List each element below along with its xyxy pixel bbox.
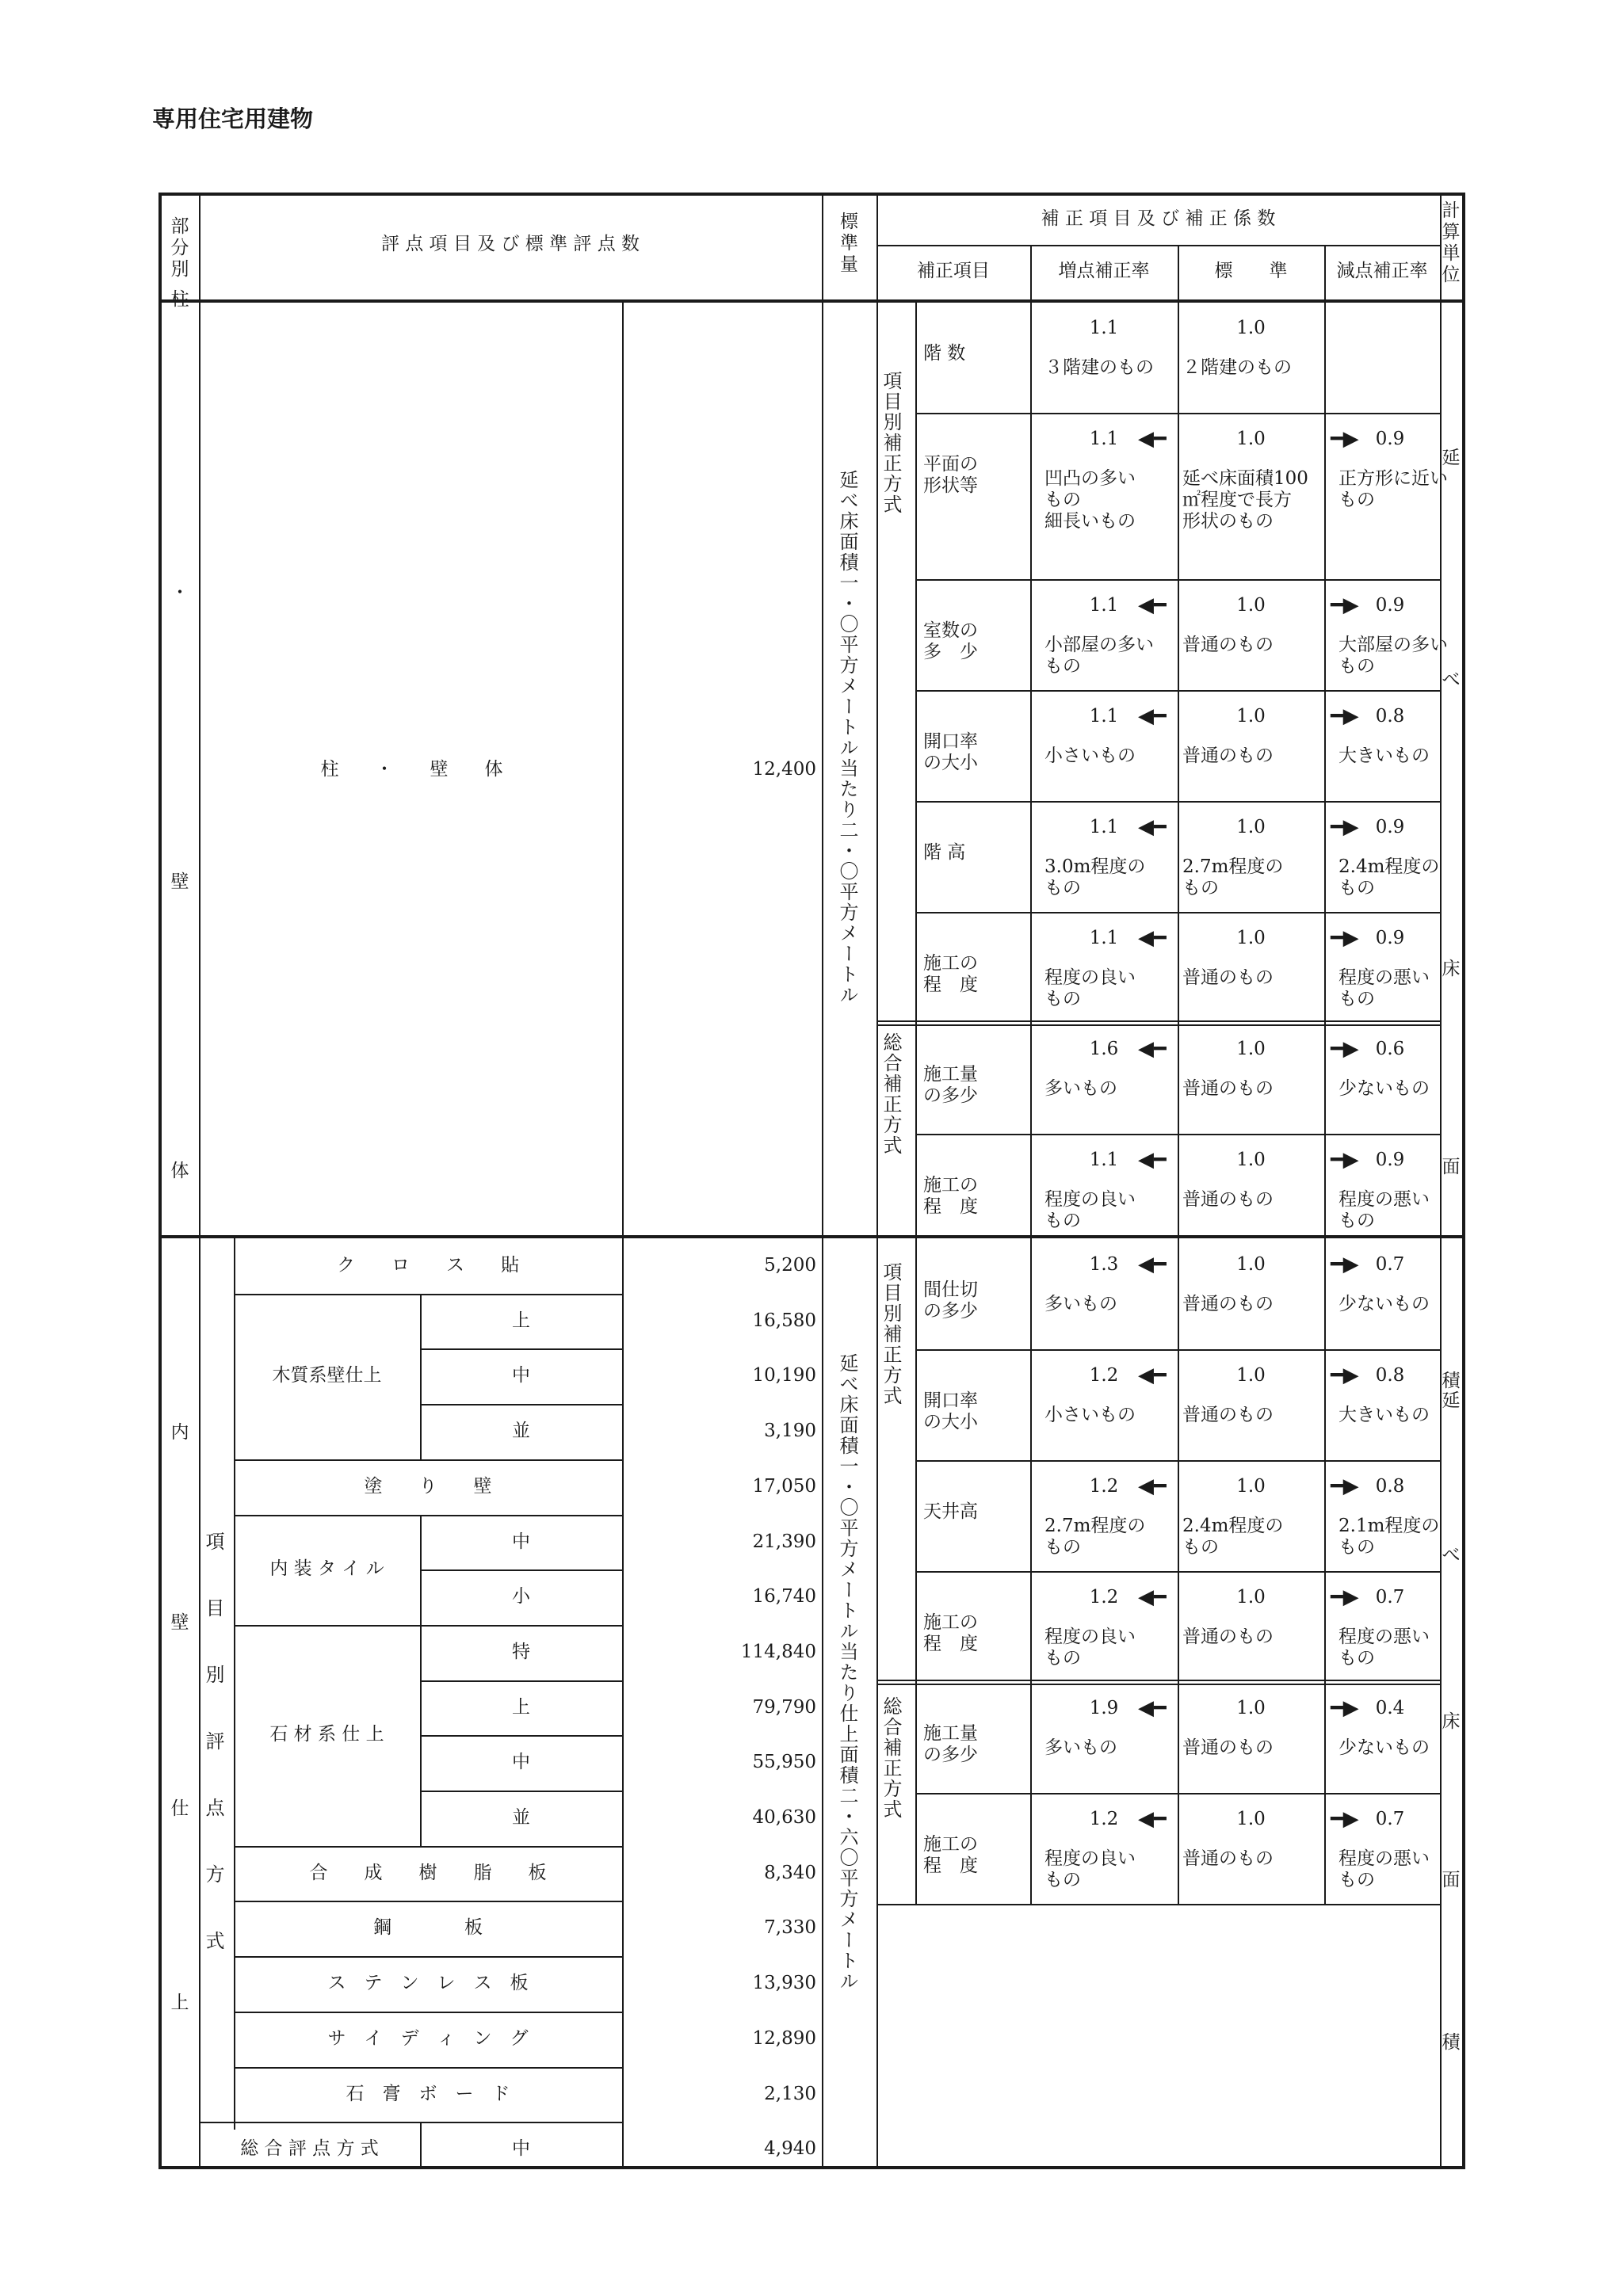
header-sub-increase: 増点補正率: [1058, 261, 1150, 281]
right-arrow-icon: ━▶: [1331, 1807, 1359, 1831]
decrease-value: 0.9: [1375, 1150, 1405, 1170]
col-score2: [622, 1238, 624, 2169]
header-sub-standard: 標 準: [1214, 261, 1288, 281]
method-divider: [876, 1024, 1440, 1026]
decrease-value: 0.9: [1375, 817, 1405, 837]
decrease-desc: 2.4m程度の もの: [1338, 856, 1440, 898]
unit-char: 床: [1442, 1711, 1461, 1732]
section2-method-itemized: 項目別補正方式: [880, 1262, 902, 1406]
header-corrections: 補 正 項 目 及 び 補 正 係 数: [1041, 208, 1276, 229]
row-divider: [915, 690, 1440, 692]
unit-char: 面: [1442, 1870, 1461, 1890]
item-grade: 並: [512, 1807, 530, 1828]
item-score: 55,950: [752, 1752, 816, 1773]
item-row-divider: [234, 1625, 622, 1627]
increase-value: 1.1: [1089, 595, 1119, 616]
col-part: [199, 193, 200, 2169]
part-char: 柱: [170, 289, 189, 310]
decrease-value: 0.7: [1375, 1254, 1405, 1275]
increase-desc: ３階建のもの: [1044, 357, 1154, 378]
increase-value: 1.2: [1089, 1587, 1119, 1608]
correction-label: 開口率 の大小: [923, 731, 978, 773]
header-items: 評 点 項 目 及 び 標 準 評 点 数: [380, 234, 640, 254]
increase-value: 1.6: [1089, 1039, 1119, 1059]
increase-value: 1.1: [1089, 817, 1119, 837]
right-arrow-icon: ━▶: [1331, 704, 1359, 728]
header-sub-item: 補正項目: [917, 261, 990, 281]
part-char: 内: [170, 1422, 189, 1443]
left-arrow-icon: ◀━: [1138, 1253, 1167, 1276]
increase-desc: 凹凸の多い もの 細長いもの: [1044, 468, 1136, 532]
standard-desc: 普通のもの: [1182, 1405, 1274, 1425]
part-char: 上: [170, 1993, 189, 2013]
item-score: 3,190: [764, 1421, 816, 1442]
standard-desc: 普通のもの: [1182, 635, 1274, 655]
left-arrow-icon: ◀━: [1138, 593, 1167, 617]
right-arrow-icon: ━▶: [1331, 427, 1359, 451]
section1-score: 12,400: [752, 759, 816, 780]
frame-top: [158, 193, 1465, 196]
item-row-divider: [420, 1735, 622, 1737]
left-arrow-icon: ◀━: [1138, 1037, 1167, 1061]
correction-label: 階 数: [923, 343, 966, 364]
item-row-divider: [234, 1901, 622, 1902]
unit-char: べ: [1442, 669, 1461, 690]
item-score: 8,340: [764, 1862, 816, 1883]
item-name: 木質系壁仕上: [272, 1365, 382, 1386]
item-row-divider: [420, 1791, 622, 1792]
correction-label: 室数の 多 少: [923, 620, 978, 662]
correction-label: 平面の 形状等: [923, 454, 978, 496]
header-mid: [876, 245, 1440, 246]
increase-desc: 3.0m程度の もの: [1044, 856, 1146, 898]
correction-label: 施工量 の多少: [923, 1064, 978, 1106]
decrease-desc: 少ないもの: [1338, 1737, 1430, 1758]
standard-desc: 普通のもの: [1182, 1737, 1274, 1758]
section2-std-qty: 延べ床面積一・〇平方メートル当たり仕上面積二・六〇平方メートル: [836, 1353, 858, 1992]
increase-desc: 程度の良い もの: [1044, 967, 1136, 1009]
section1-label-col: [915, 302, 917, 1235]
standard-value: 1.0: [1236, 1254, 1266, 1275]
part-char: 体: [170, 1161, 189, 1181]
increase-value: 1.1: [1089, 706, 1119, 727]
standard-value: 1.0: [1236, 595, 1266, 616]
decrease-value: 0.9: [1375, 429, 1405, 449]
correction-label: 施工量 の多少: [923, 1723, 978, 1765]
correction-bottom: [876, 1904, 1440, 1905]
page-title: 専用住宅用建物: [152, 105, 314, 132]
decrease-value: 0.8: [1375, 1365, 1405, 1386]
row-divider: [915, 1793, 1440, 1794]
item-score: 17,050: [752, 1475, 816, 1497]
item-score: 12,890: [752, 2027, 816, 2049]
item-row-divider: [234, 2012, 622, 2013]
standard-desc: ２階建のもの: [1182, 357, 1292, 378]
decrease-desc: 2.1m程度の もの: [1338, 1516, 1440, 1558]
item-score: 40,630: [752, 1807, 816, 1828]
decrease-desc: 少ないもの: [1338, 1078, 1430, 1099]
method-divider: [876, 1680, 1440, 1681]
left-arrow-icon: ◀━: [1138, 926, 1167, 950]
increase-desc: 小さいもの: [1044, 746, 1136, 766]
row-divider: [915, 413, 1440, 414]
increase-value: 1.2: [1089, 1809, 1119, 1829]
unit-char: 積: [1442, 1371, 1461, 1391]
decrease-value: 0.4: [1375, 1698, 1405, 1718]
item-name: 内 装 タ イ ル: [269, 1558, 384, 1580]
item-score: 16,740: [752, 1586, 816, 1608]
increase-desc: 程度の良い もの: [1044, 1848, 1136, 1890]
standard-value: 1.0: [1236, 1587, 1266, 1608]
standard-desc: 普通のもの: [1182, 746, 1274, 766]
section-divider: [158, 1235, 1465, 1238]
standard-desc: 普通のもの: [1182, 967, 1274, 988]
correction-label: 施工の 程 度: [923, 1175, 978, 1217]
standard-value: 1.0: [1236, 817, 1266, 837]
decrease-desc: 少ないもの: [1338, 1294, 1430, 1314]
item-score: 16,580: [752, 1310, 816, 1331]
decrease-desc: 大部屋の多い もの: [1338, 635, 1448, 677]
item-score: 114,840: [740, 1641, 816, 1662]
increase-value: 1.1: [1089, 1150, 1119, 1170]
right-arrow-icon: ━▶: [1331, 1363, 1359, 1387]
item-grade: 中: [512, 1531, 530, 1552]
decrease-desc: 程度の悪い もの: [1338, 1848, 1430, 1890]
total-row-divider: [199, 2122, 622, 2123]
unit-char: 積: [1442, 2032, 1461, 2053]
item-row-divider: [234, 1846, 622, 1848]
standard-value: 1.0: [1236, 1698, 1266, 1718]
row-divider: [915, 912, 1440, 913]
row-divider: [915, 1134, 1440, 1135]
section1-std-qty: 延べ床面積一・〇平方メートル当たり二・〇平方メートル: [836, 470, 858, 1005]
increase-value: 1.2: [1089, 1365, 1119, 1386]
left-arrow-icon: ◀━: [1138, 1363, 1167, 1387]
right-arrow-icon: ━▶: [1331, 1585, 1359, 1609]
unit-char: 床: [1442, 959, 1461, 979]
item-grade: 小: [512, 1586, 530, 1608]
item-grade: 上: [512, 1696, 530, 1718]
decrease-value: 0.6: [1375, 1039, 1405, 1059]
standard-value: 1.0: [1236, 928, 1266, 948]
item-name: 鋼 板: [373, 1917, 483, 1939]
item-row-divider: [234, 2067, 622, 2069]
increase-desc: 多いもの: [1044, 1737, 1117, 1758]
item-grade: 特: [512, 1641, 530, 1662]
total-score: 4,940: [764, 2138, 816, 2160]
row-divider: [915, 579, 1440, 581]
right-arrow-icon: ━▶: [1331, 593, 1359, 617]
right-arrow-icon: ━▶: [1331, 815, 1359, 839]
method-divider: [876, 1020, 1440, 1022]
decrease-desc: 程度の悪い もの: [1338, 1189, 1430, 1231]
item-grade: 上: [512, 1310, 530, 1331]
item-grade: 中: [512, 1365, 530, 1386]
unit-char: べ: [1442, 1545, 1461, 1566]
item-row-divider: [420, 1680, 622, 1682]
standard-value: 1.0: [1236, 1150, 1266, 1170]
standard-value: 1.0: [1236, 1476, 1266, 1497]
standard-desc: 2.7m程度の もの: [1182, 856, 1284, 898]
item-row-divider: [420, 1348, 622, 1350]
right-arrow-icon: ━▶: [1331, 926, 1359, 950]
decrease-desc: 程度の悪い もの: [1338, 967, 1430, 1009]
right-arrow-icon: ━▶: [1331, 1037, 1359, 1061]
item-row-divider: [234, 1515, 622, 1516]
item-name: ク ロ ス 貼: [337, 1255, 519, 1276]
decrease-value: 0.8: [1375, 706, 1405, 727]
col-corr: [876, 193, 878, 2169]
unit-char: 延: [1442, 1390, 1461, 1411]
left-arrow-icon: ◀━: [1138, 704, 1167, 728]
increase-desc: 多いもの: [1044, 1294, 1117, 1314]
item-name: ス テ ン レ ス 板: [327, 1973, 529, 1994]
item-score: 10,190: [752, 1365, 816, 1386]
item-row-divider: [234, 1294, 622, 1295]
standard-desc: 普通のもの: [1182, 1848, 1274, 1869]
right-arrow-icon: ━▶: [1331, 1696, 1359, 1720]
decrease-value: 0.9: [1375, 595, 1405, 616]
item-score: 79,790: [752, 1696, 816, 1718]
increase-desc: 多いもの: [1044, 1078, 1117, 1099]
standard-value: 1.0: [1236, 706, 1266, 727]
standard-desc: 普通のもの: [1182, 1189, 1274, 1210]
section1-method-itemized: 項目別補正方式: [880, 371, 902, 515]
header-bottom: [158, 299, 1465, 303]
item-row-divider: [234, 1459, 622, 1461]
header-sub-decrease: 減点補正率: [1336, 261, 1428, 281]
row-divider: [915, 1571, 1440, 1573]
item-score: 13,930: [752, 1973, 816, 1994]
part-char: ・: [170, 582, 189, 603]
decrease-desc: 程度の悪い もの: [1338, 1627, 1430, 1669]
right-arrow-icon: ━▶: [1331, 1148, 1359, 1172]
row-divider: [915, 801, 1440, 803]
item-row-divider: [234, 1956, 622, 1958]
standard-value: 1.0: [1236, 1039, 1266, 1059]
standard-value: 1.0: [1236, 318, 1266, 338]
left-arrow-icon: ◀━: [1138, 1148, 1167, 1172]
part-char: 仕: [170, 1798, 189, 1819]
evaluation-table: [158, 193, 1465, 2169]
header-part: 部 分 別: [170, 216, 189, 280]
total-method: 総 合 評 点 方 式: [240, 2138, 379, 2160]
item-score: 7,330: [764, 1917, 816, 1939]
correction-label: 階 高: [923, 842, 966, 863]
item-score: 5,200: [764, 1255, 816, 1276]
decrease-value: 0.9: [1375, 928, 1405, 948]
item-name: サ イ デ ィ ン グ: [327, 2027, 529, 2049]
increase-value: 1.9: [1089, 1698, 1119, 1718]
increase-desc: 小さいもの: [1044, 1405, 1136, 1425]
standard-desc: 延べ床面積100 ㎡程度で長方 形状のもの: [1182, 468, 1308, 532]
increase-desc: 小部屋の多い もの: [1044, 635, 1154, 677]
part-char: 壁: [170, 871, 189, 892]
correction-label: 天井高: [923, 1501, 978, 1522]
decrease-value: 0.8: [1375, 1476, 1405, 1497]
item-row-divider: [420, 1569, 622, 1571]
decrease-value: 0.7: [1375, 1587, 1405, 1608]
item-name: 石 材 系 仕 上: [269, 1724, 384, 1745]
correction-label: 施工の 程 度: [923, 1834, 978, 1876]
item-grade: 並: [512, 1421, 530, 1442]
increase-value: 1.3: [1089, 1254, 1119, 1275]
total-grade: 中: [512, 2138, 530, 2160]
method-divider: [876, 1684, 1440, 1685]
standard-value: 1.0: [1236, 429, 1266, 449]
standard-desc: 2.4m程度の もの: [1182, 1516, 1284, 1558]
correction-label: 施工の 程 度: [923, 1612, 978, 1654]
item-grade: 中: [512, 1752, 530, 1773]
unit-char: 面: [1442, 1157, 1461, 1177]
decrease-desc: 正方形に近い もの: [1338, 468, 1448, 510]
decrease-desc: 大きいもの: [1338, 1405, 1430, 1425]
correction-label: 施工の 程 度: [923, 953, 978, 995]
row-divider: [915, 1349, 1440, 1351]
item-score: 2,130: [764, 2083, 816, 2104]
header-std-qty: 標 準 量: [840, 212, 858, 275]
increase-value: 1.2: [1089, 1476, 1119, 1497]
header-unit: 計 算 単 位: [1442, 200, 1461, 285]
left-arrow-icon: ◀━: [1138, 1807, 1167, 1831]
col-std: [822, 193, 823, 2169]
row-divider: [915, 1460, 1440, 1462]
left-arrow-icon: ◀━: [1138, 1696, 1167, 1720]
item-name: 合 成 樹 脂 板: [309, 1862, 547, 1883]
increase-desc: 程度の良い もの: [1044, 1627, 1136, 1669]
section2-method-total: 総合補正方式: [880, 1696, 902, 1820]
standard-desc: 普通のもの: [1182, 1627, 1274, 1647]
increase-value: 1.1: [1089, 928, 1119, 948]
standard-desc: 普通のもの: [1182, 1078, 1274, 1099]
item-name: 塗 り 壁: [364, 1475, 492, 1497]
item-row-divider: [420, 1404, 622, 1405]
increase-value: 1.1: [1089, 429, 1119, 449]
frame-bottom: [158, 2166, 1465, 2169]
left-arrow-icon: ◀━: [1138, 1585, 1167, 1609]
standard-value: 1.0: [1236, 1809, 1266, 1829]
section1-item: 柱 ・ 壁 体: [320, 759, 503, 780]
standard-desc: 普通のもの: [1182, 1294, 1274, 1314]
section1-method-total: 総合補正方式: [880, 1032, 902, 1156]
decrease-desc: 大きいもの: [1338, 746, 1430, 766]
section2-method-label: 項目別評点方式: [202, 1531, 224, 1997]
left-arrow-icon: ◀━: [1138, 815, 1167, 839]
increase-desc: 程度の良い もの: [1044, 1189, 1136, 1231]
unit-char: 延: [1442, 448, 1461, 468]
increase-desc: 2.7m程度の もの: [1044, 1516, 1146, 1558]
item-score: 21,390: [752, 1531, 816, 1552]
standard-value: 1.0: [1236, 1365, 1266, 1386]
left-arrow-icon: ◀━: [1138, 1474, 1167, 1498]
correction-label: 開口率 の大小: [923, 1390, 978, 1432]
right-arrow-icon: ━▶: [1331, 1253, 1359, 1276]
correction-label: 間仕切 の多少: [923, 1280, 978, 1322]
left-arrow-icon: ◀━: [1138, 427, 1167, 451]
decrease-value: 0.7: [1375, 1809, 1405, 1829]
part-char: 壁: [170, 1612, 189, 1633]
item-name: 石 膏 ボ ー ド: [346, 2083, 510, 2104]
right-arrow-icon: ━▶: [1331, 1474, 1359, 1498]
increase-value: 1.1: [1089, 318, 1119, 338]
